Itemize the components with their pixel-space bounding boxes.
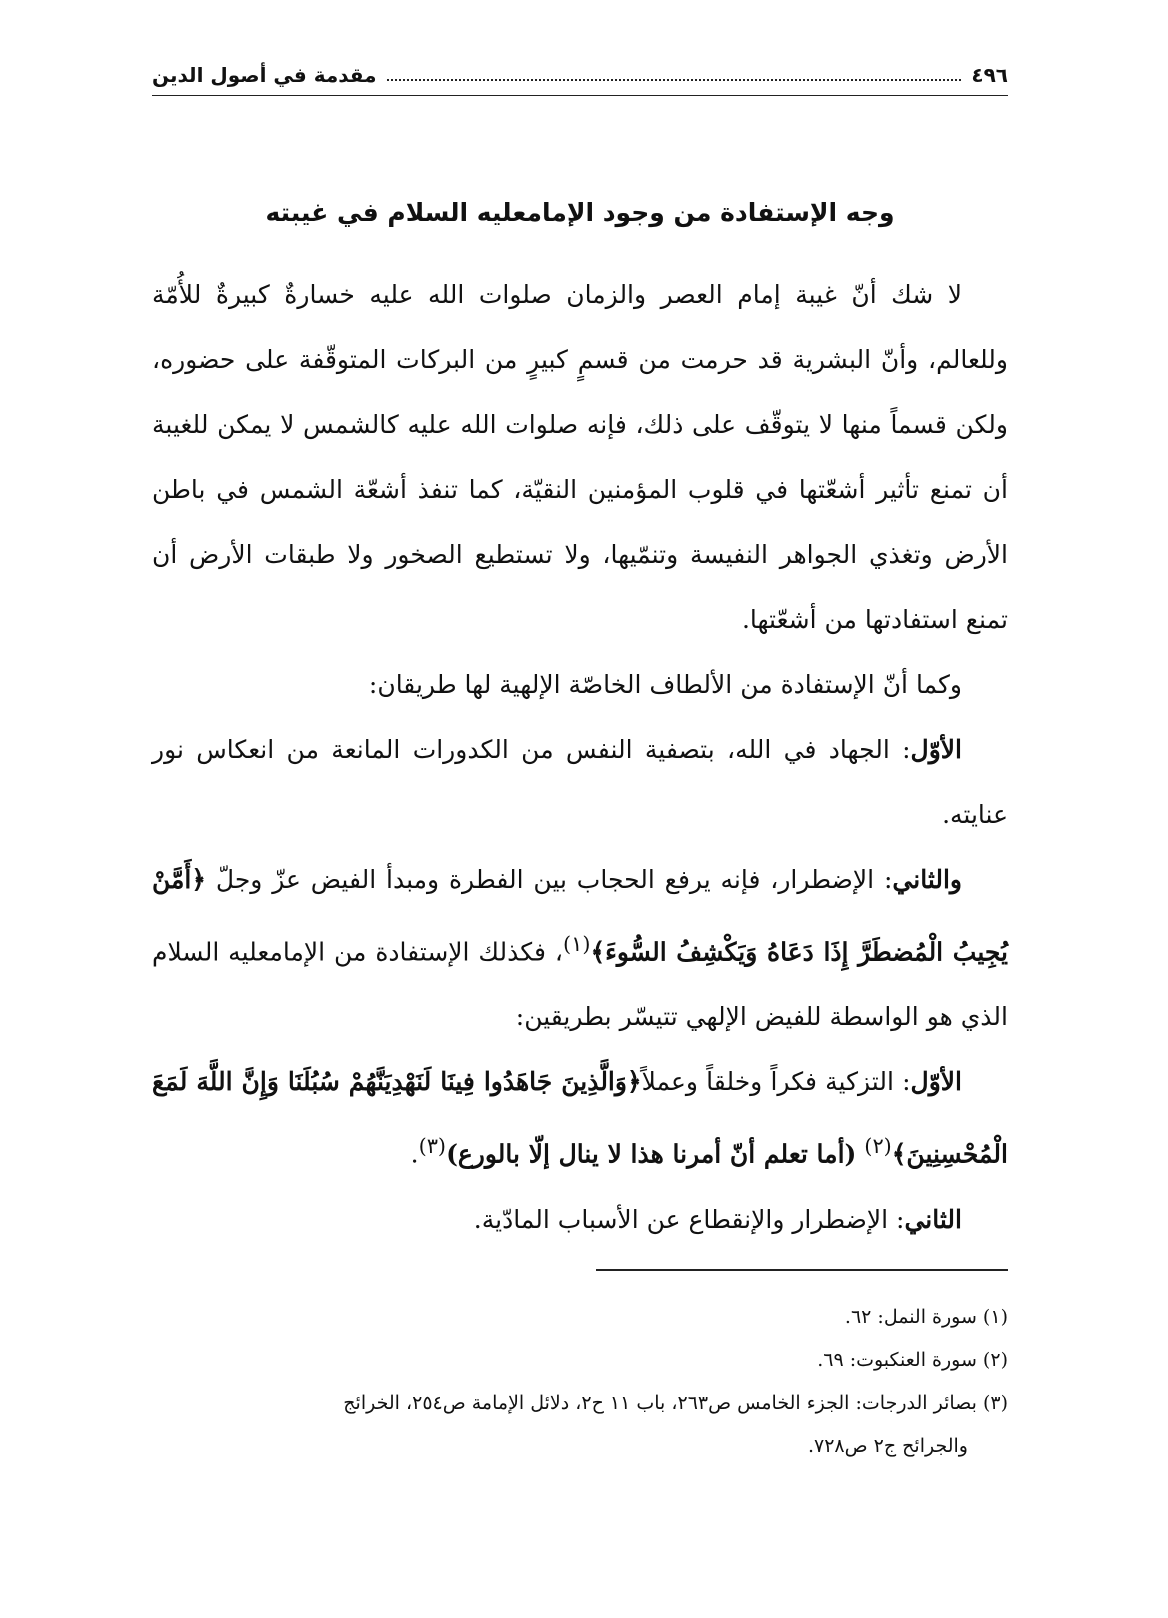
paragraph-idtirar xyxy=(152,1187,1008,1252)
footnote-ref-3: (٣) xyxy=(418,1134,447,1159)
idtirar-text: : الإضطرار والإنقطاع عن الأسباب المادّية. xyxy=(473,1204,905,1234)
header-dot-leader xyxy=(387,79,962,81)
quran-verse-ankabut: ﴿وَالَّذِينَ جَاهَدُوا فِينَا لَنَهْدِيَنَّهُمْ سُبُلَنَا وَإِنَّ اللَّهَ لَمَعَ الْمُحْسِنِينَ﴾ xyxy=(152,1067,1008,1169)
footnote-3-continuation: والجرائح ج٢ ص٧٢٨. xyxy=(807,1435,968,1457)
footnote-separator xyxy=(596,1269,1008,1271)
second-way-continuation: ، فكذلك الإستفادة من الإمامعليه السلام الذي هو الواسطة للفيض الإلهي تتيسّر بطريقين: xyxy=(152,937,1008,1032)
second-way-text: : الإضطرار، فإنه يرفع الحجاب بين الفطرة ومبدأ الفيض عزّ وجلّ xyxy=(215,865,893,894)
footnotes xyxy=(152,1296,1008,1468)
paragraph-tazkiya xyxy=(152,1049,1008,1186)
end-punctuation: . xyxy=(410,1139,419,1169)
section-title: وجه الإستفادة من وجود الإمامعليه السلام في غيبته xyxy=(265,198,895,227)
page-number: ٤٩٦ xyxy=(971,63,1008,87)
header-rule xyxy=(152,95,1008,96)
footnote-ref-2: (٢) xyxy=(864,1134,892,1159)
tazkiya-label: الأوّل xyxy=(910,1067,962,1097)
footnote-1: (١) سورة النمل: ٦٢. xyxy=(844,1306,1008,1328)
paragraph-two-ways: وكما أنّ الإستفادة من الألطاف الخاصّة الإلهية لها طريقان: xyxy=(368,670,962,699)
footnote-3: (٣) بصائر الدرجات: الجزء الخامس ص٢٦٣، باب ١١ ح٢، دلائل الإمامة ص٢٥٤، الخرائج xyxy=(343,1392,1008,1414)
book-title: مقدمة في أصول الدين xyxy=(152,63,377,87)
tazkiya-text: : التزكية فكراً وخلقاً وعملاً xyxy=(641,1067,911,1097)
running-header xyxy=(152,58,1008,92)
footnote-2: (٢) سورة العنكبوت: ٦٩. xyxy=(817,1349,1008,1371)
body-text xyxy=(152,262,1008,1252)
idtirar-label: الثاني xyxy=(904,1204,962,1234)
first-way-label: الأوّل xyxy=(910,735,962,764)
footnote-ref-1: (١) xyxy=(562,932,591,956)
first-way-text: : الجهاد في الله، بتصفية النفس من الكدورات المانعة من انعكاس نور عنايته. xyxy=(152,735,1008,829)
paragraph-intro: لا شك أنّ غيبة إمام العصر والزمان صلوات الله عليه خسارةٌ كبيرةٌ للأُمّة وللعالم، وأنّ البشرية قد حرمت من قسمٍ كبيرٍ من البركات المتوقّفة على حضوره، ولكن قسماً منها لا يتوقّف على ذلك، فإنه صلوات الله عليه كالشمس لا يمكن للغيبة أن تمنع تأثير أشعّتها في قلوب المؤمنين النقيّة، كما تنفذ أشعّة الشمس في باطن الأرض وتغذي الجواهر النفيسة وتنمّيها، ولا تستطيع الصخور ولا طبقات الأرض أن تمنع استفادتها من أشعّتها. xyxy=(152,280,1008,634)
paragraph-first-way xyxy=(152,717,1008,847)
second-way-label: والثاني xyxy=(892,865,962,894)
paragraph-second-way xyxy=(152,847,1008,1049)
quran-verse-naml: ﴿أَمَّنْ يُجِيبُ الْمُضطَرَّ إِذَا دَعَاهُ وَيَكْشِفُ السُّوءَ﴾ xyxy=(152,865,1008,967)
hadith-quote: (أما تعلم أنّ أمرنا هذا لا ينال إلّا بالورع) xyxy=(446,1139,857,1169)
